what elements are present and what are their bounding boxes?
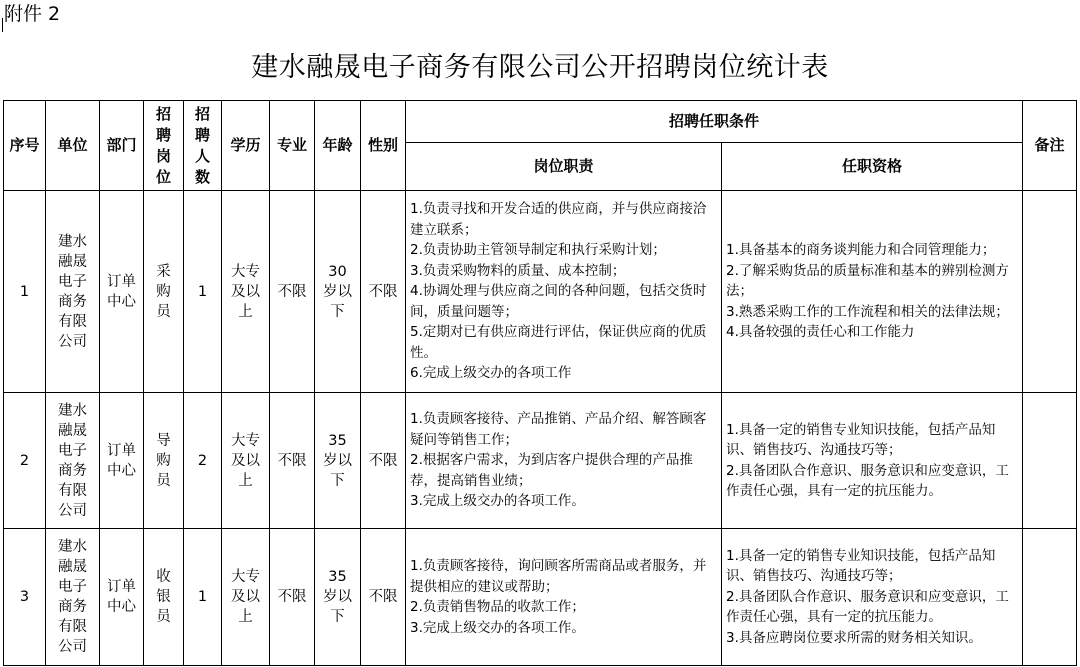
cell-dept: 订单中心 xyxy=(100,529,144,666)
duty-line: 5.定期对已有供应商进行评估，保证供应商的优质性。 xyxy=(410,324,707,361)
qualification-line: 2.了解采购货品的质量标准和基本的辨别检测方法； xyxy=(726,262,1009,300)
cell-remark xyxy=(1023,529,1077,666)
cell-age: 35岁以下 xyxy=(315,393,361,529)
qualification-line: 2.具备团队合作意识、服务意识和应变意识，工作责任心强，具有一定的抗压能力。 xyxy=(726,588,1009,626)
cell-edu: 大专及以上 xyxy=(222,393,270,529)
table-row xyxy=(4,191,1077,393)
cell-remark xyxy=(1023,393,1077,529)
cell-remark xyxy=(1023,191,1077,393)
qualification-line: 2.具备团队合作意识、服务意识和应变意识，工作责任心强，具有一定的抗压能力。 xyxy=(726,462,1009,499)
cell-duties xyxy=(406,191,722,393)
cell-dept: 订单中心 xyxy=(100,393,144,529)
cell-qualifications xyxy=(722,191,1023,393)
cell-count: 1 xyxy=(184,529,222,666)
cell-edu: 大专及以上 xyxy=(222,529,270,666)
header-edu: 学历 xyxy=(222,101,270,191)
cell-gender: 不限 xyxy=(361,191,406,393)
duty-line: 6.完成上级交办的各项工作 xyxy=(410,365,572,382)
cell-seq: 3 xyxy=(4,529,46,666)
cell-position: 采购员 xyxy=(144,191,184,393)
table-row xyxy=(4,529,1077,666)
cell-major: 不限 xyxy=(270,191,315,393)
duty-line: 4.协调处理与供应商之间的各种问题，包括交货时间，质量问题等； xyxy=(410,283,707,320)
qualification-line: 1.具备一定的销售专业知识技能，包括产品知识、销售技巧、沟通技巧等； xyxy=(726,421,996,458)
cell-dept: 订单中心 xyxy=(100,191,144,393)
duty-line: 3.负责采购物料的质量、成本控制； xyxy=(410,262,626,279)
qualification-line: 1.具备一定的销售专业知识技能，包括产品知识、销售技巧、沟通技巧等； xyxy=(726,547,996,585)
cell-age: 30岁以下 xyxy=(315,191,361,393)
cell-gender: 不限 xyxy=(361,529,406,666)
cell-unit: 建水融晟电子商务有限公司 xyxy=(46,529,100,666)
cell-unit: 建水融晟电子商务有限公司 xyxy=(46,393,100,529)
cell-qualifications xyxy=(722,529,1023,666)
table-row xyxy=(4,393,1077,529)
duty-line: 2.根据客户需求，为到店客户提供合理的产品推荐，提高销售业绩； xyxy=(410,452,693,489)
header-dept: 部门 xyxy=(100,101,144,191)
header-remark: 备注 xyxy=(1023,101,1077,191)
duty-line: 1.负责顾客接待，询问顾客所需商品或者服务，并提供相应的建议或帮助； xyxy=(410,558,707,595)
document-title: 建水融晟电子商务有限公司公开招聘岗位统计表 xyxy=(251,52,829,83)
cell-duties xyxy=(406,393,722,529)
duty-line: 2.负责销售物品的收款工作； xyxy=(410,599,585,615)
header-duties: 岗位职责 xyxy=(406,143,722,191)
qualification-line: 3.熟悉采购工作的工作流程和相关的法律法规； xyxy=(726,303,1009,320)
header-conditions: 招聘任职条件 xyxy=(406,101,1023,143)
duty-line: 3.完成上级交办的各项工作。 xyxy=(410,493,585,510)
cell-gender: 不限 xyxy=(361,393,406,529)
cell-unit: 建水融晟电子商务有限公司 xyxy=(46,191,100,393)
duty-line: 1.负责顾客接待、产品推销、产品介绍、解答顾客疑问等销售工作； xyxy=(410,411,707,448)
cell-major: 不限 xyxy=(270,529,315,666)
cell-count: 2 xyxy=(184,393,222,529)
cell-qualifications xyxy=(722,393,1023,529)
cell-count: 1 xyxy=(184,191,222,393)
recruitment-table xyxy=(3,100,1077,666)
header-major: 专业 xyxy=(270,101,315,191)
cell-seq: 1 xyxy=(4,191,46,393)
duty-line: 2.负责协助主管领导制定和执行采购计划； xyxy=(410,242,666,259)
header-position: 招聘岗位 xyxy=(144,101,184,191)
duty-line: 3.完成上级交办的各项工作。 xyxy=(410,619,585,636)
cell-duties xyxy=(406,529,722,666)
header-qualifications: 任职资格 xyxy=(722,143,1023,191)
qualification-line: 3.具备应聘岗位要求所需的财务相关知识。 xyxy=(726,629,982,646)
header-count: 招聘人数 xyxy=(184,101,222,191)
header-gender: 性别 xyxy=(361,101,406,191)
header-unit: 单位 xyxy=(46,101,100,191)
cursor-mark xyxy=(2,18,3,32)
qualification-line: 4.具备较强的责任心和工作能力 xyxy=(726,324,915,341)
cell-position: 收银员 xyxy=(144,529,184,666)
cell-edu: 大专及以上 xyxy=(222,191,270,393)
attachment-label: 附件 2 xyxy=(4,3,61,25)
qualification-line: 1.具备基本的商务谈判能力和合同管理能力； xyxy=(726,242,996,259)
cell-position: 导购员 xyxy=(144,393,184,529)
header-age: 年龄 xyxy=(315,101,361,191)
header-seq: 序号 xyxy=(4,101,46,191)
duty-line: 1.负责寻找和开发合适的供应商，并与供应商接洽建立联系； xyxy=(410,201,707,238)
cell-major: 不限 xyxy=(270,393,315,529)
cell-age: 35岁以下 xyxy=(315,529,361,666)
cell-seq: 2 xyxy=(4,393,46,529)
